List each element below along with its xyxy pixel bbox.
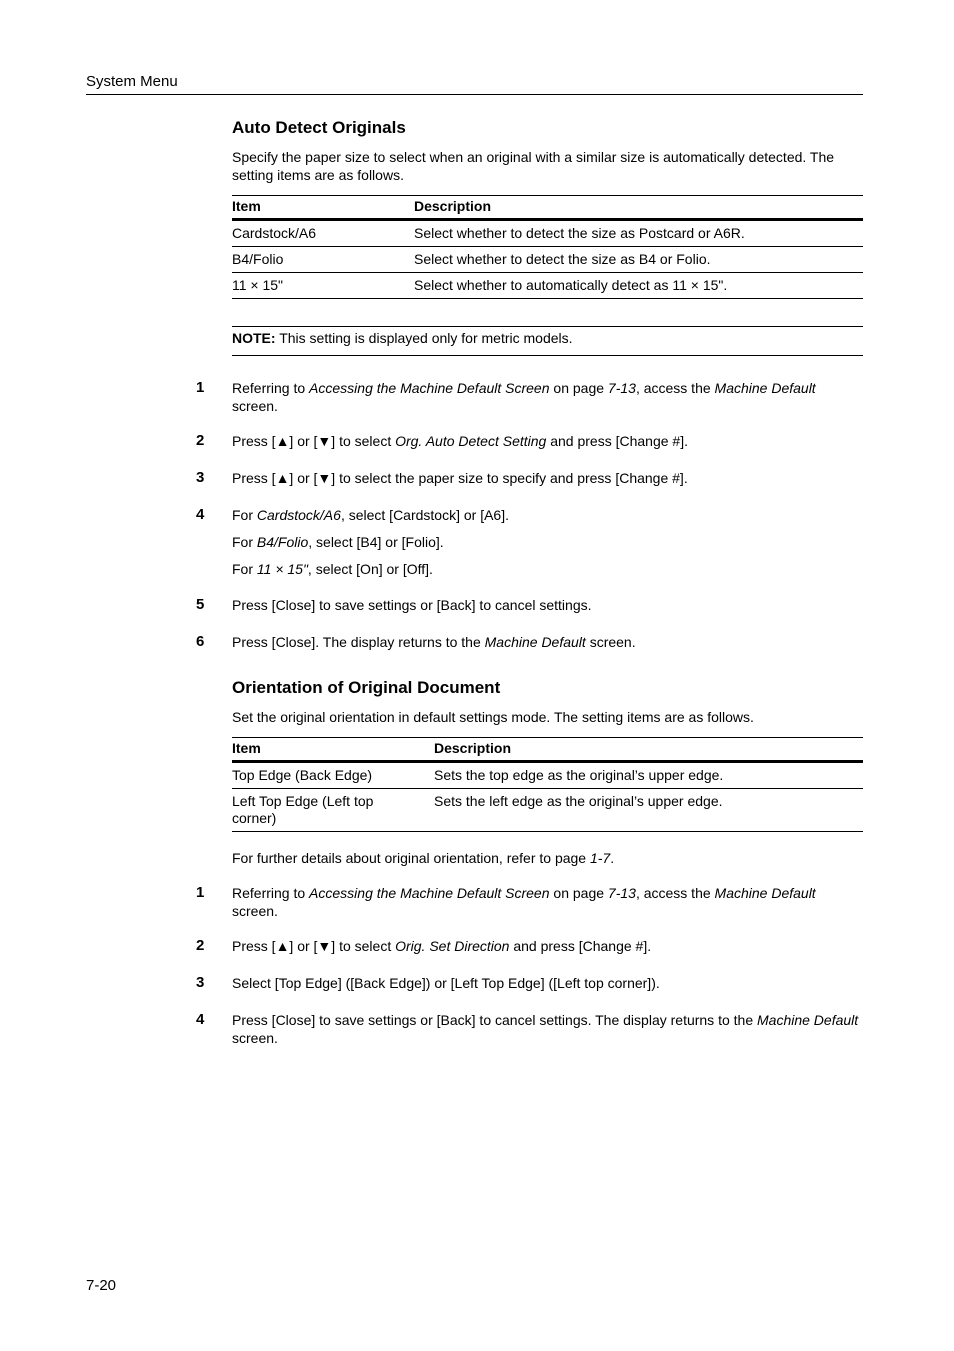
section-intro: Specify the paper size to select when an original with a similar size is automatically detected. The setting items are as follows. xyxy=(232,149,835,183)
step-number: 3 xyxy=(196,974,205,991)
table-row xyxy=(232,762,863,789)
step-number: 3 xyxy=(196,469,205,486)
section-orientation-heading xyxy=(232,678,863,698)
table-cell-description: Select whether to detect the size as Postcard or A6R. xyxy=(414,225,745,241)
step-number: 2 xyxy=(196,937,205,954)
table-cell-description: Sets the top edge as the original’s upper edge. xyxy=(434,767,724,783)
auto-detect-table xyxy=(232,195,863,299)
header-title: System Menu xyxy=(86,73,178,90)
table-cell-description: Select whether to automatically detect as 11 × 15". xyxy=(414,277,728,293)
table-header-row xyxy=(232,196,863,220)
section-heading: Orientation of Original Document xyxy=(232,678,501,697)
step-text: Press [Close]. The display returns to the Machine Default screen. xyxy=(232,634,636,650)
section-intro: Set the original orientation in default settings mode. The setting items are as follows. xyxy=(232,709,754,725)
step-text: Select [Top Edge] ([Back Edge]) or [Left Top Edge] ([Left top corner]). xyxy=(232,975,660,991)
step-number: 1 xyxy=(196,884,205,901)
step-text: For Cardstock/A6, select [Cardstock] or [A6]. xyxy=(232,507,509,523)
table-cell-item: Top Edge (Back Edge) xyxy=(232,767,373,783)
section-auto-detect-heading xyxy=(232,118,863,138)
page-header xyxy=(86,73,863,95)
orientation-table xyxy=(232,737,863,832)
table-cell-description: Sets the left edge as the original’s upper edge. xyxy=(434,793,723,809)
step-4-extra-line: For 11 × 15", select [On] or [Off]. xyxy=(232,561,433,577)
table-row xyxy=(232,220,863,247)
step-number: 4 xyxy=(196,1011,205,1028)
step-number: 4 xyxy=(196,506,205,523)
table-cell-item: Left Top Edge (Left top corner) xyxy=(232,793,374,826)
section-heading: Auto Detect Originals xyxy=(232,118,406,137)
column-header-description: Description xyxy=(434,740,512,756)
step-text: Press [Close] to save settings or [Back] to cancel settings. The display returns to the Machine Default screen. xyxy=(232,1012,859,1046)
note-box xyxy=(232,326,863,356)
step-text: Press [▲] or [▼] to select Org. Auto Detect Setting and press [Change #]. xyxy=(232,433,688,449)
step-text: Press [Close] to save settings or [Back] to cancel settings. xyxy=(232,597,592,613)
note-label: NOTE: xyxy=(232,330,276,346)
column-header-item: Item xyxy=(232,198,261,214)
step-text: Referring to Accessing the Machine Default Screen on page 7-13, access the Machine Default screen. xyxy=(232,380,816,414)
step-text: Press [▲] or [▼] to select Orig. Set Direction and press [Change #]. xyxy=(232,938,652,954)
step-number: 5 xyxy=(196,596,205,613)
step-text: Referring to Accessing the Machine Default Screen on page 7-13, access the Machine Default screen. xyxy=(232,885,816,919)
step-number: 1 xyxy=(196,379,205,396)
table-row xyxy=(232,247,863,273)
table-cell-item: Cardstock/A6 xyxy=(232,225,317,241)
column-header-item: Item xyxy=(232,740,261,756)
column-header-description: Description xyxy=(414,198,492,214)
table-cell-description: Select whether to detect the size as B4 or Folio. xyxy=(414,251,711,267)
note-text: This setting is displayed only for metric models. xyxy=(275,330,573,346)
step-4-extra-line: For B4/Folio, select [B4] or [Folio]. xyxy=(232,534,444,550)
table-cell-item: B4/Folio xyxy=(232,251,284,267)
table-row xyxy=(232,789,863,832)
page-number: 7-20 xyxy=(86,1277,117,1294)
step-text: Press [▲] or [▼] to select the paper size to specify and press [Change #]. xyxy=(232,470,688,486)
step-number: 6 xyxy=(196,633,205,650)
table-header-row xyxy=(232,738,863,762)
table-cell-item: 11 × 15" xyxy=(232,277,284,293)
table-row xyxy=(232,273,863,299)
step-number: 2 xyxy=(196,432,205,449)
further-details-text: For further details about original orientation, refer to page 1-7. xyxy=(232,850,615,866)
